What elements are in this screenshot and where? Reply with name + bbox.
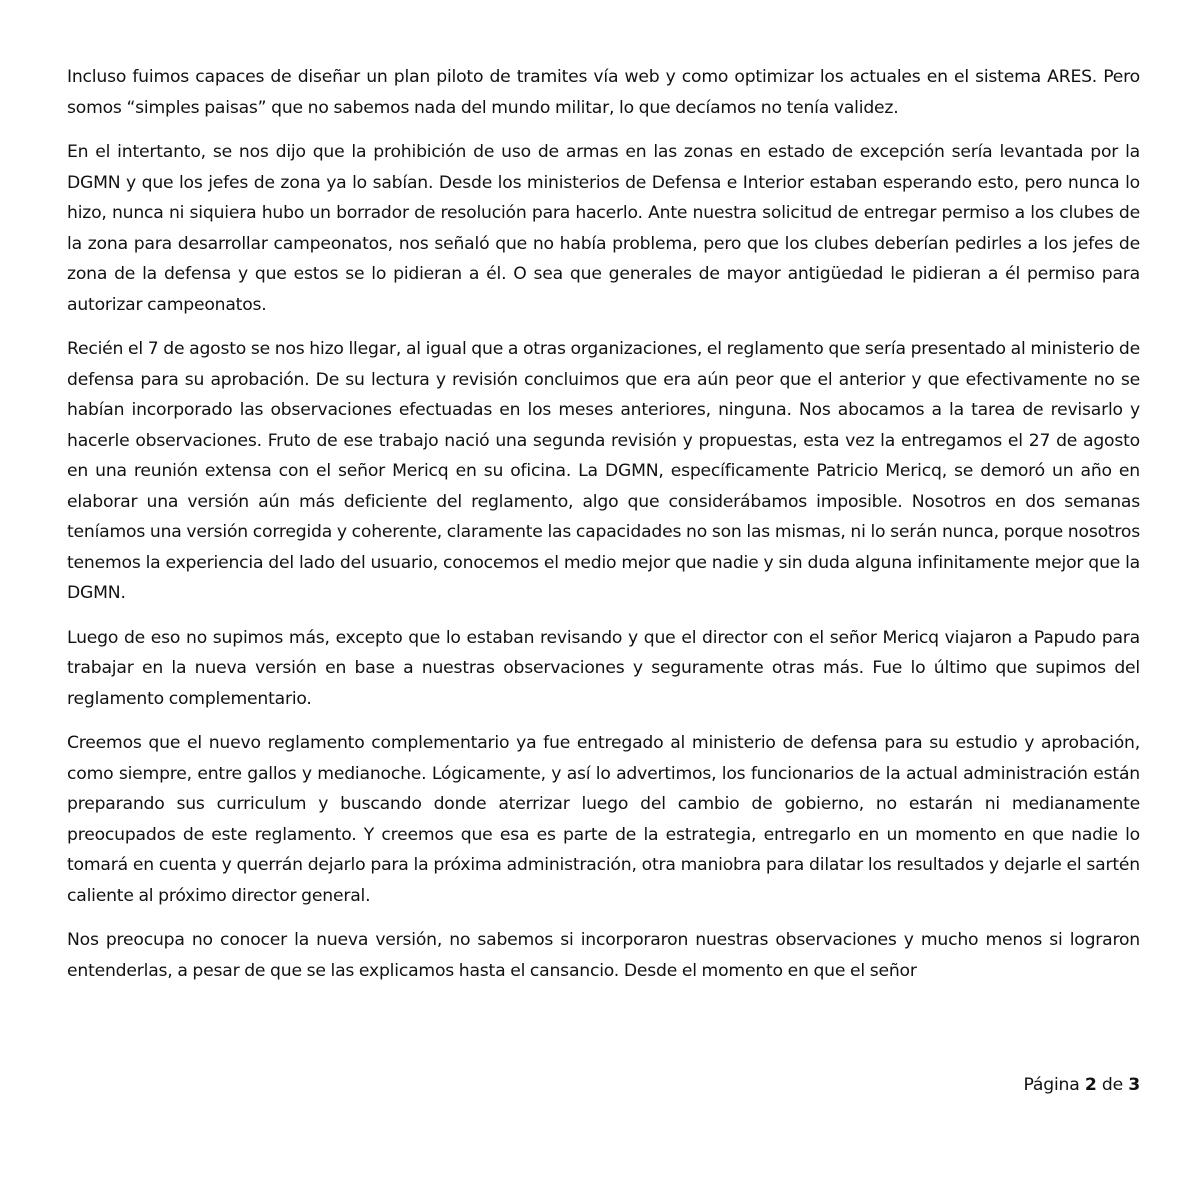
document-body [67, 62, 1140, 1000]
paragraph: Luego de eso no supimos más, excepto que lo estaban revisando y que el director con el señor Mericq viajaron a Papudo para trabajar en la nueva versión en base a nuestras observaciones y seguramente otras más. Fue lo último que supimos del reglamento complementario. [67, 627, 1140, 709]
paragraph: Incluso fuimos capaces de diseñar un plan piloto de tramites vía web y como optimizar los actuales en el sistema ARES. Pero somos “simples paisas” que no sabemos nada del mundo militar, lo que decíamos no tenía validez. [67, 67, 1140, 118]
paragraph: Recién el 7 de agosto se nos hizo llegar, al igual que a otras organizaciones, el reglamento que sería presentado al ministerio de defensa para su aprobación. De su lectura y revisión concluimos que era aún peor que el anterior y que efectivamente no se habían incorporado las observaciones efectuadas en los meses anteriores, ninguna. Nos abocamos a la tarea de revisarlo y hacerle observaciones. Fruto de ese trabajo nació una segunda revisión y propuestas, esta vez la entregamos el 27 de agosto en una reunión extensa con el señor Mericq en su oficina. La DGMN, específicamente Patricio Mericq, se demoró un año en elaborar una versión aún más deficiente del reglamento, algo que considerábamos imposible. Nosotros en dos semanas teníamos una versión corregida y coherente, claramente las capacidades no son las mismas, ni lo serán nunca, porque nosotros tenemos la experiencia del lado del usuario, conocemos el medio mejor que nadie y sin duda alguna infinitamente mejor que la DGMN. [67, 339, 1140, 603]
paragraph: Nos preocupa no conocer la nueva versión, no sabemos si incorporaron nuestras observaciones y mucho menos si lograron entenderlas, a pesar de que se las explicamos hasta el cansancio. Desde el momento en que el señor [67, 930, 1140, 981]
page-number-label: Página [1023, 1075, 1080, 1095]
paragraph: En el intertanto, se nos dijo que la prohibición de uso de armas en las zonas en estado de excepción sería levantada por la DGMN y que los jefes de zona ya lo sabían. Desde los ministerios de Defensa e Interior estaban esperando esto, pero nunca lo hizo, nunca ni siquiera hubo un borrador de resolución para hacerlo. Ante nuestra solicitud de entregar permiso a los clubes de la zona para desarrollar campeonatos, nos señaló que no había problema, pero que los clubes deberían pedirles a los jefes de zona de la defensa y que estos se lo pidieran a él. O sea que generales de mayor antigüedad le pidieran a él permiso para autorizar campeonatos. [67, 142, 1140, 315]
page-number-total: 3 [1128, 1075, 1140, 1095]
page-number-sep: de [1101, 1075, 1123, 1095]
page-number-current: 2 [1084, 1075, 1097, 1095]
paragraph: Creemos que el nuevo reglamento complementario ya fue entregado al ministerio de defensa para su estudio y aprobación, como siempre, entre gallos y medianoche. Lógicamente, y así lo advertimos, los funcionarios de la actual administración están preparando sus curriculum y buscando donde aterrizar luego del cambio de gobierno, no estarán ni medianamente preocupados de este reglamento. Y creemos que esa es parte de la estrategia, entregarlo en un momento en que nadie lo tomará en cuenta y querrán dejarlo para la próxima administración, otra maniobra para dilatar los resultados y dejarle el sartén caliente al próximo director general. [67, 733, 1140, 906]
page-number [1024, 1070, 1140, 1100]
